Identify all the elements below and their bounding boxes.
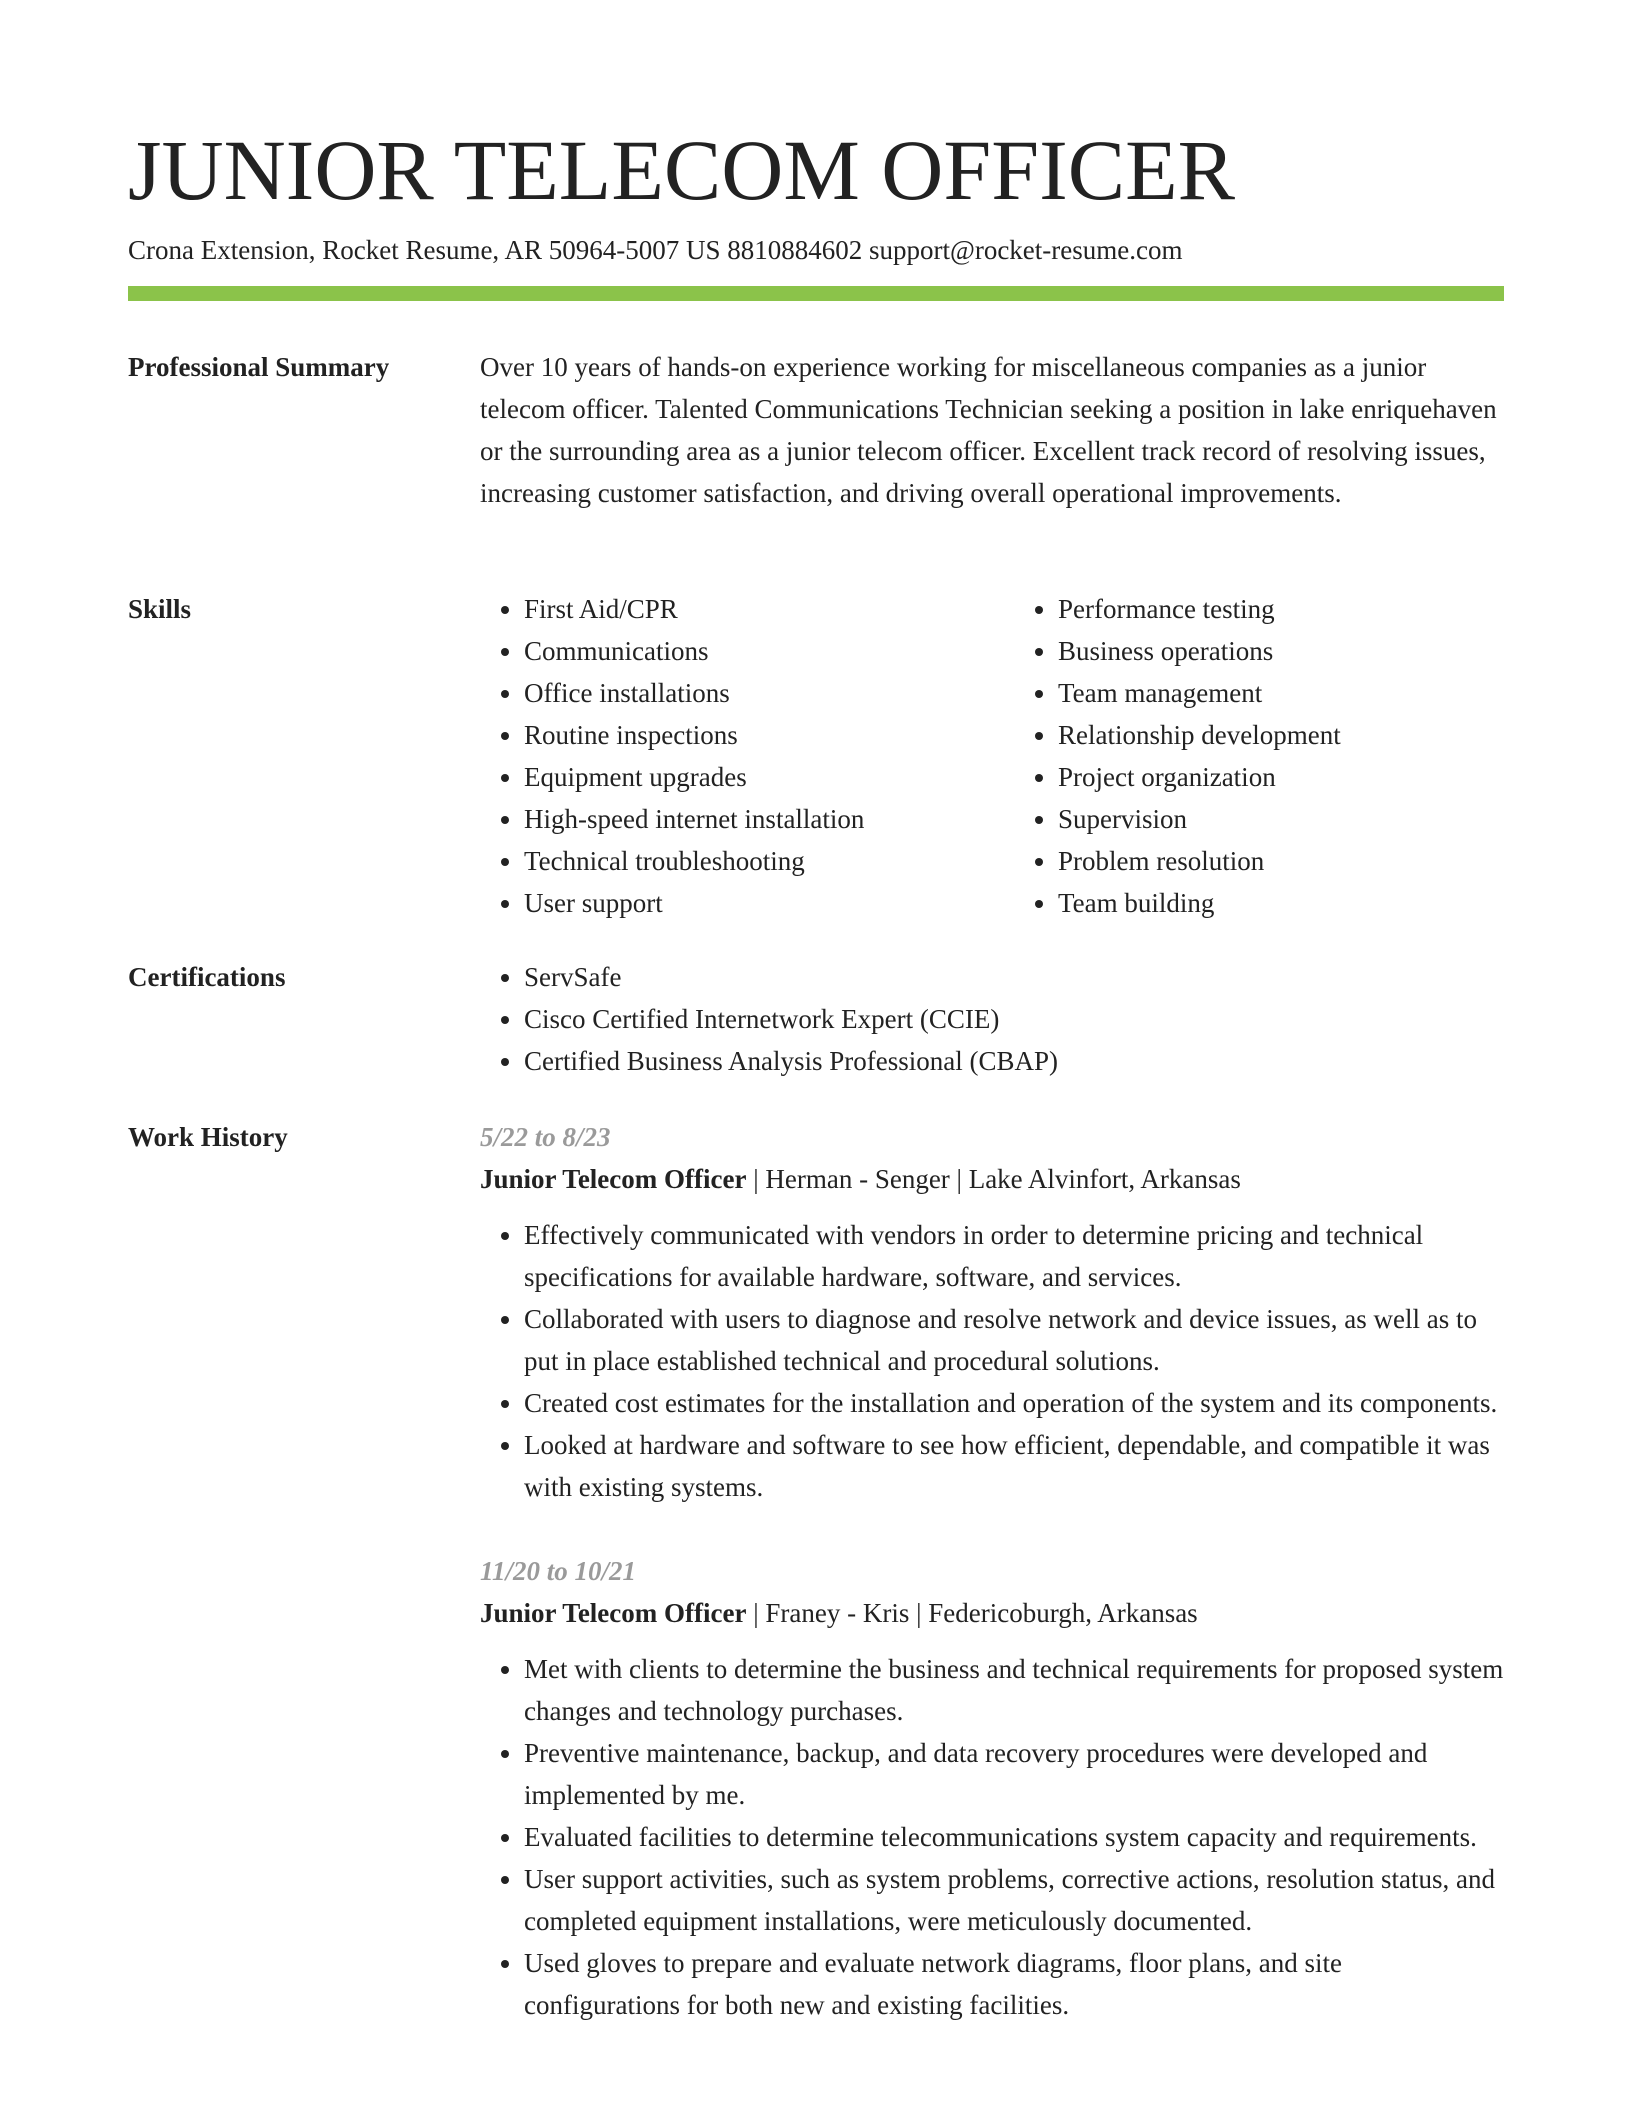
skill-item: • Communications bbox=[524, 630, 970, 672]
skill-item: • Technical troubleshooting bbox=[524, 840, 970, 882]
job-employer-location: | Herman - Senger | Lake Alvinfort, Arkansas bbox=[746, 1164, 1241, 1194]
job-entry bbox=[480, 1116, 1504, 1508]
skill-item: • Problem resolution bbox=[1058, 840, 1504, 882]
job-title: Junior Telecom Officer bbox=[480, 1164, 747, 1194]
skills-list-right bbox=[1014, 588, 1504, 924]
job-bullet: • Used gloves to prepare and evaluate network diagrams, floor plans, and site configurations for both new and existing facilities. bbox=[524, 1942, 1504, 2026]
job-entry bbox=[480, 1550, 1504, 2026]
job-bullet: • User support activities, such as system problems, corrective actions, resolution status, and completed equipment installations, were meticulously documented. bbox=[524, 1858, 1504, 1942]
job-title: Junior Telecom Officer bbox=[480, 1598, 747, 1628]
certification-item: • Cisco Certified Internetwork Expert (CCIE) bbox=[524, 998, 1504, 1040]
skill-item: • Team building bbox=[1058, 882, 1504, 924]
skill-item: • Team management bbox=[1058, 672, 1504, 714]
job-bullet: • Evaluated facilities to determine telecommunications system capacity and requirements. bbox=[524, 1816, 1504, 1858]
certification-item: • ServSafe bbox=[524, 956, 1504, 998]
job-bullets bbox=[480, 1214, 1504, 1508]
skill-item: • High-speed internet installation bbox=[524, 798, 970, 840]
skill-item: • First Aid/CPR bbox=[524, 588, 970, 630]
job-dates: 11/20 to 10/21 bbox=[480, 1556, 637, 1586]
accent-divider bbox=[128, 286, 1504, 301]
skill-item: • Performance testing bbox=[1058, 588, 1504, 630]
section-title-skills: Skills bbox=[128, 594, 192, 624]
skills-body bbox=[480, 588, 1504, 924]
job-bullet: • Preventive maintenance, backup, and data recovery procedures were developed and implemented by me. bbox=[524, 1732, 1504, 1816]
job-heading bbox=[480, 1158, 1504, 1200]
job-bullet: • Effectively communicated with vendors in order to determine pricing and technical specifications for available hardware, software, and services. bbox=[524, 1214, 1504, 1298]
section-title-work-history: Work History bbox=[128, 1122, 288, 1152]
skills-list-left bbox=[480, 588, 970, 924]
certification-item: • Certified Business Analysis Professional (CBAP) bbox=[524, 1040, 1504, 1082]
certifications-body bbox=[480, 956, 1504, 1082]
job-bullet: • Met with clients to determine the business and technical requirements for proposed system changes and technology purchases. bbox=[524, 1648, 1504, 1732]
work-history-body bbox=[480, 1116, 1504, 2026]
skill-item: • Business operations bbox=[1058, 630, 1504, 672]
skill-item: • Office installations bbox=[524, 672, 970, 714]
job-heading bbox=[480, 1592, 1504, 1634]
job-dates: 5/22 to 8/23 bbox=[480, 1122, 611, 1152]
job-bullet: • Collaborated with users to diagnose and resolve network and device issues, as well as to put in place established technical and procedural solutions. bbox=[524, 1298, 1504, 1382]
job-bullet: • Looked at hardware and software to see how efficient, dependable, and compatible it was with existing systems. bbox=[524, 1424, 1504, 1508]
skill-item: • Routine inspections bbox=[524, 714, 970, 756]
skill-item: • User support bbox=[524, 882, 970, 924]
skill-item: • Project organization bbox=[1058, 756, 1504, 798]
section-title-summary: Professional Summary bbox=[128, 352, 390, 382]
certifications-list bbox=[480, 956, 1504, 1082]
job-employer-location: | Franey - Kris | Federicoburgh, Arkansas bbox=[746, 1598, 1198, 1628]
section-title-certifications: Certifications bbox=[128, 962, 286, 992]
skill-item: • Equipment upgrades bbox=[524, 756, 970, 798]
skill-item: • Relationship development bbox=[1058, 714, 1504, 756]
job-bullet: • Created cost estimates for the installation and operation of the system and its components. bbox=[524, 1382, 1504, 1424]
candidate-name: JUNIOR TELECOM OFFICER bbox=[128, 122, 1235, 218]
summary-text: Over 10 years of hands-on experience working for miscellaneous companies as a junior telecom officer. Talented Communications Technician seeking a position in lake enriquehaven or the surrounding area as a junior telecom officer. Excellent track record of resolving issues, increasing customer satisfaction, and driving overall operational improvements. bbox=[480, 352, 1497, 508]
skill-item: • Supervision bbox=[1058, 798, 1504, 840]
contact-line: Crona Extension, Rocket Resume, AR 50964-5007 US 8810884602 support@rocket-resume.com bbox=[128, 235, 1183, 265]
summary-body bbox=[480, 346, 1504, 514]
job-bullets bbox=[480, 1648, 1504, 2026]
